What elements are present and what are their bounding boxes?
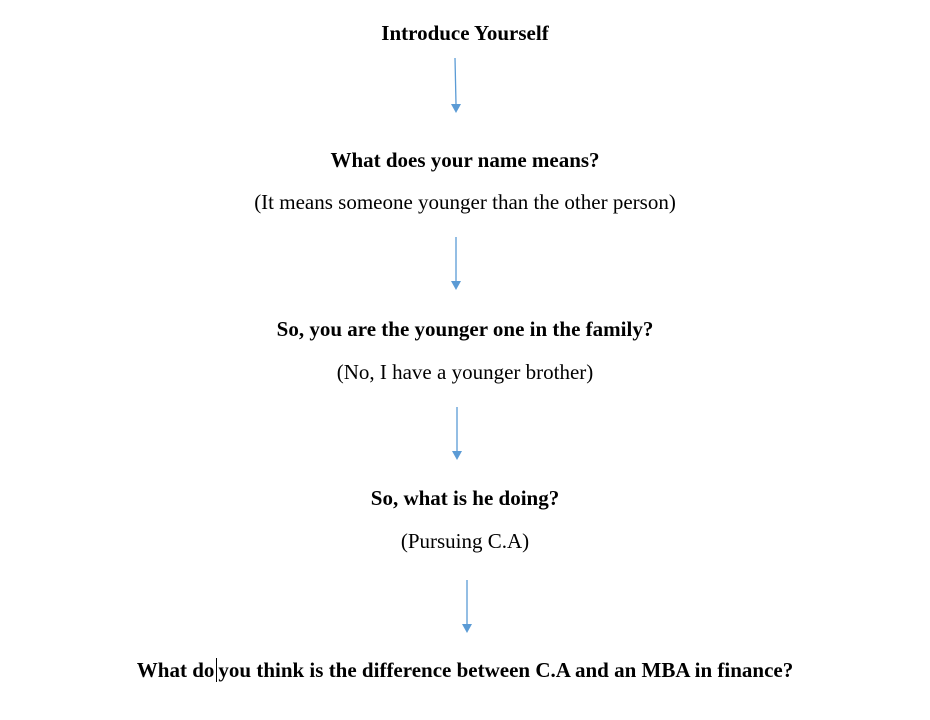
step-3-question: So, you are the younger one in the family? [276, 317, 654, 341]
step-2-question: What does your name means? [330, 148, 600, 172]
arrow-down-1 [446, 56, 466, 116]
arrow-down-3 [448, 405, 468, 465]
step-5-question-start: What do [136, 658, 215, 682]
step-2-answer: (It means someone younger than the other person) [254, 190, 676, 214]
arrow-down-2 [447, 235, 467, 295]
step-3-answer: (No, I have a younger brother) [336, 360, 594, 384]
step-5-question[interactable] [0, 658, 930, 682]
step-1-question: Introduce Yourself [381, 21, 549, 45]
step-5-question-end: you think is the difference between C.A and an MBA in finance? [218, 658, 794, 682]
arrow-down-4 [458, 578, 478, 638]
step-4-answer: (Pursuing C.A) [400, 529, 530, 553]
step-4-question: So, what is he doing? [370, 486, 560, 510]
